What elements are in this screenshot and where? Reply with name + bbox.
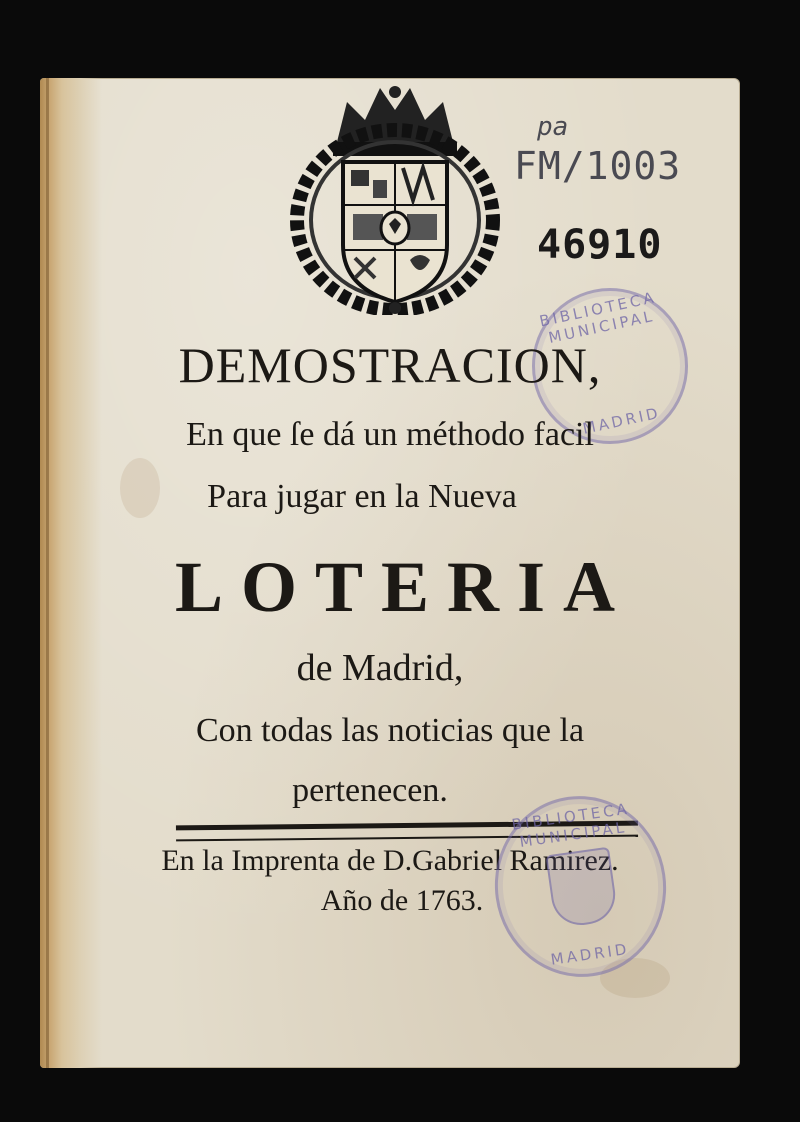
- stamp-top-text: BIBLIOTECA MUNICIPAL: [510, 799, 631, 851]
- subtitle-line: En que ſe dá un méthodo facil: [186, 416, 594, 453]
- imprint-date: Año de 1763.: [320, 884, 484, 917]
- subtitle-line: Con todas las noticias que la: [195, 712, 585, 749]
- subtitle-line: pertenecen.: [292, 772, 448, 809]
- imprint-line: En la Imprenta de D.Gabriel Ramirez.: [161, 844, 619, 877]
- stamp-bottom-text: MADRID: [581, 403, 663, 438]
- page-title: DEMOSTRACION,: [178, 337, 602, 393]
- manuscript-note: pa: [537, 112, 569, 142]
- subtitle-line: Para jugar en la Nueva: [207, 478, 517, 515]
- madrid-shield-icon: [545, 847, 619, 929]
- stamp-top-text: BIBLIOTECA MUNICIPAL: [537, 288, 658, 347]
- stamp-bottom-text: MADRID: [549, 939, 631, 969]
- royal-coat-of-arms-icon: [285, 80, 505, 315]
- library-stamp: [483, 785, 678, 988]
- book-title-page: [40, 78, 740, 1068]
- inventory-number: 46910: [537, 222, 663, 268]
- spine-crack: [46, 78, 49, 1068]
- manuscript-call-number: FM/1003: [514, 144, 682, 188]
- subtitle-line: de Madrid,: [296, 647, 464, 689]
- main-heading: LOTERIA: [174, 547, 634, 627]
